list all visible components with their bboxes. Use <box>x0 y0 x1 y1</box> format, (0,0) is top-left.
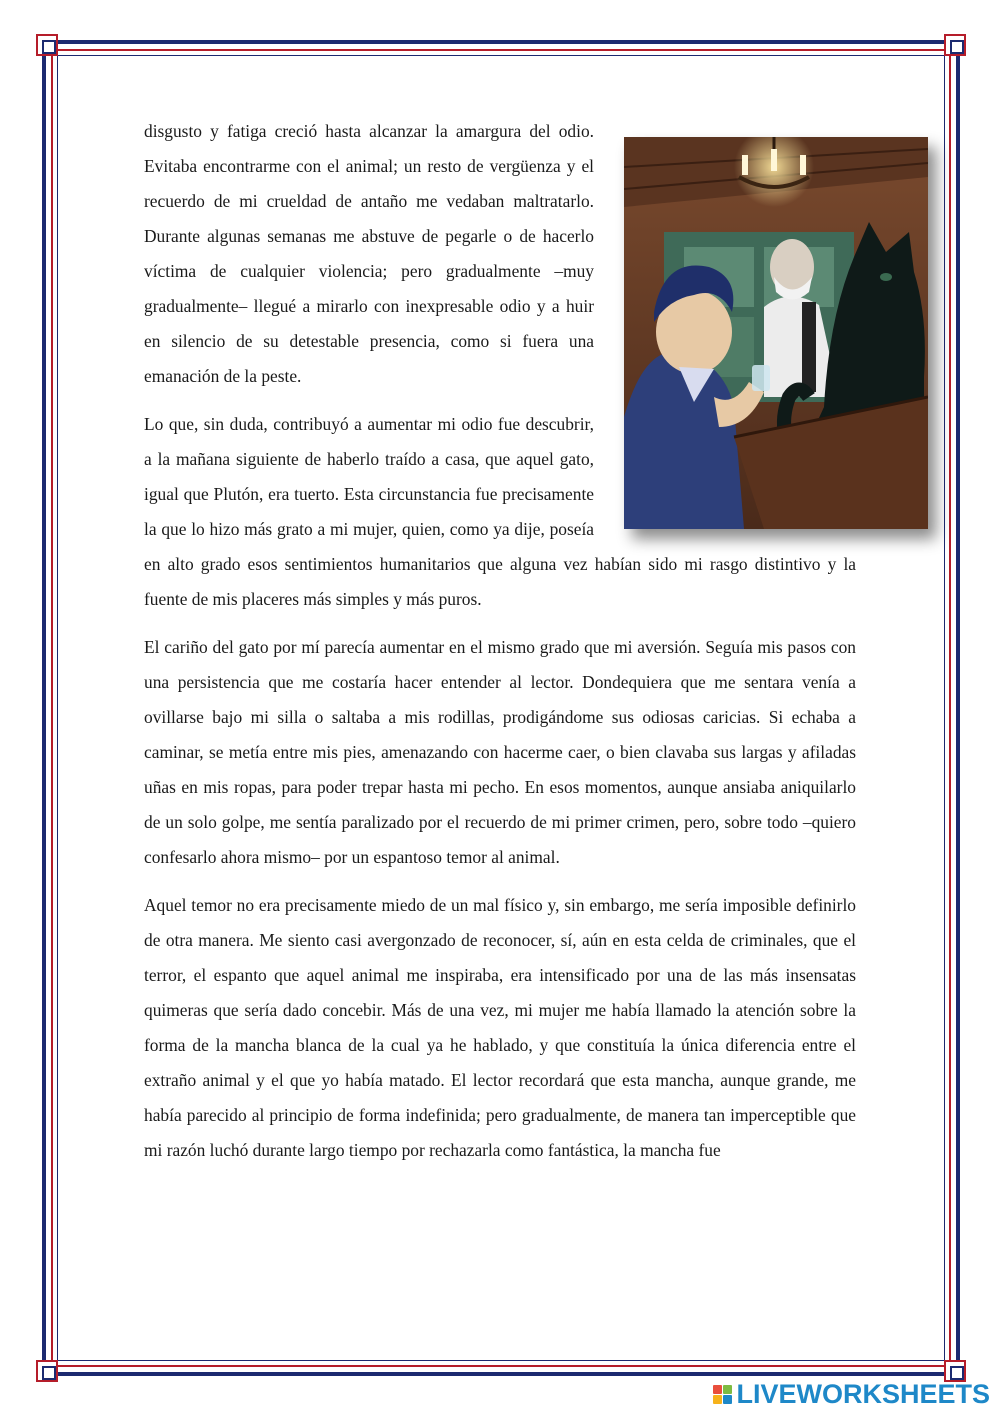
liveworksheets-wordmark: LIVEWORKSHEETS <box>736 1378 990 1409</box>
logo-square <box>713 1385 722 1394</box>
corner-ornament <box>36 1360 58 1382</box>
logo-square <box>723 1385 732 1394</box>
logo-square <box>713 1395 722 1404</box>
corner-ornament <box>944 34 966 56</box>
paragraph: disgusto y fatiga creció hasta alcanzar la amargura del odio. Evitaba encontrarme con el animal; un resto de vergüenza y el recuerdo de mi crueldad de antaño me vedaban maltratarlo. Durante algunas semanas me abstuve de pegarle o de hacerlo víctima de cualquier violencia; pero gradualmente –muy gradualmente– llegué a mirarlo con inexpresable odio y a huir en silencio de su detestable presencia, como si fuera una emanación de la peste. <box>144 121 594 386</box>
tavern-scene-illustration <box>624 137 928 529</box>
liveworksheets-logo-icon <box>713 1385 732 1404</box>
liveworksheets-logo[interactable] <box>713 1379 990 1409</box>
paragraph: Aquel temor no era precisamente miedo de un mal físico y, sin embargo, me sería imposible definirlo de otra manera. Me siento casi avergonzado de reconocer, sí, aún en esta celda de criminales, que el terror, el espanto que aquel animal me inspiraba, era intensificado por una de las más insensatas quimeras que sería dado concebir. Más de una vez, mi mujer me había llamado la atención sobre la forma de la mancha blanca de la cual ya he hablado, y que constituía la única diferencia entre el extraño animal y el que yo había matado. El lector recordará que esta mancha, aunque grande, me había parecido al principio de forma indefinida; pero gradualmente, de manera tan imperceptible que mi razón luchó durante largo tiempo por rechazarla como fantástica, la mancha fue <box>144 895 856 1160</box>
paragraph: El cariño del gato por mí parecía aumentar en el mismo grado que mi aversión. Seguía mis pasos con una persistencia que me costaría hacer entender al lector. Dondequiera que me sentara venía a ovillarse bajo mi silla o saltaba a mis rodillas, prodigándome sus odiosas caricias. Si echaba a caminar, se metía entre mis pies, amenazando con hacerme caer, o bien clavaba sus largas y afiladas uñas en mis ropas, para poder trepar hasta mi pecho. En esos momentos, aunque ansiaba aniquilarlo de un solo golpe, me sentía paralizado por el recuerdo de mi primer crimen, pero, sobre todo –quiero confesarlo ahora mismo– por un espantoso temor al animal. <box>144 637 856 867</box>
story-text <box>144 112 856 1181</box>
paragraph: Lo que, sin duda, contribuyó a aumentar mi odio fue descubrir, a la mañana siguiente de haberlo traído a casa, que aquel gato, igual que Plutón, era tuerto. Esta circunstancia fue precisamente la que lo hizo más grato a mi mujer, quien, como ya dije, poseía en alto grado esos sentimientos humanitarios que alguna vez habían sido mi rasgo distintivo y la fuente de mis placeres más simples y más puros. <box>144 414 856 609</box>
corner-ornament <box>36 34 58 56</box>
logo-square <box>723 1395 732 1404</box>
